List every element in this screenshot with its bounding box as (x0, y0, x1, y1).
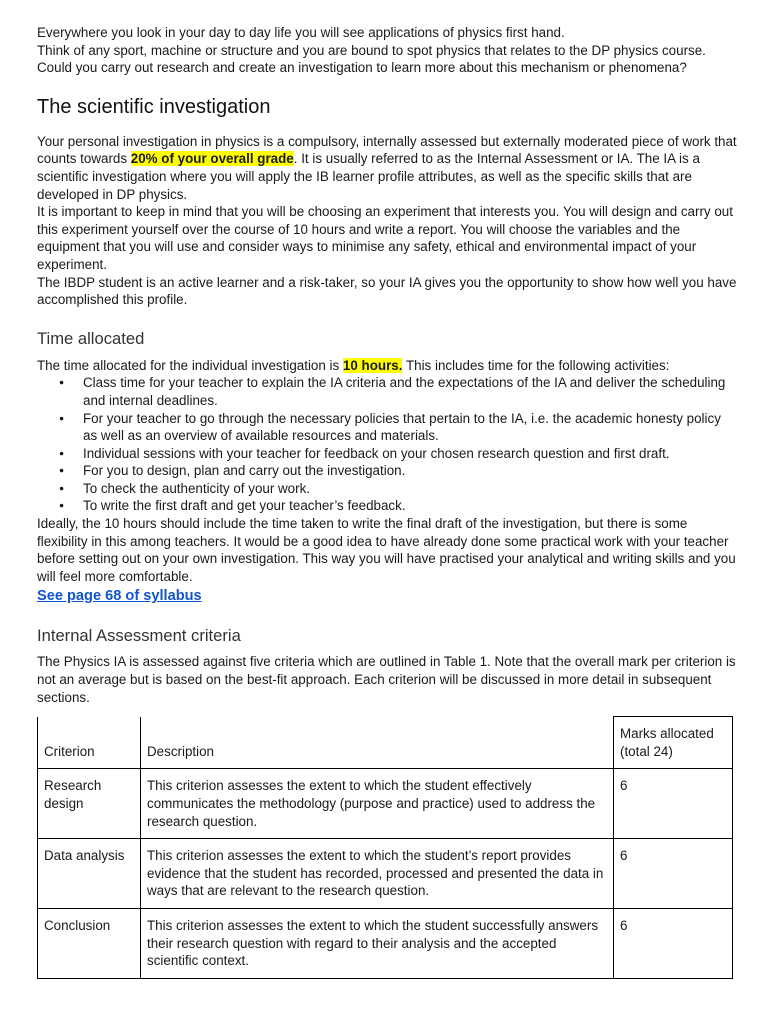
marks-cell: 6 (614, 839, 733, 909)
document-page (37, 24, 737, 979)
header-marks: Marks allocated (total 24) (614, 717, 733, 769)
heading-time-allocated: Time allocated (37, 328, 145, 348)
scientific-p1-text-b: . It is usually referred to as the Internal Assessment or IA. The IA is a scientific investigation where you will apply the IB learner profile attributes, as well as the specific skills that are developed in DP physics. (37, 151, 700, 202)
intro-line-1: Everywhere you look in your day to day life you will see applications of physics first hand. (37, 25, 565, 40)
marks-cell: 6 (614, 908, 733, 978)
scientific-p1-text-a: Your personal investigation in physics is a compulsory, internally assessed but externally moderated piece of work that counts towards (37, 133, 737, 167)
time-outro: Ideally, the 10 hours should include the time taken to write the final draft of the investigation, but there is some flexibility in this among teachers. It would be a good idea to have already done some practical work with your teacher before setting out on your own investigation. This way you will have practised your analytical and writing skills and you will feel more comfortable. (37, 516, 736, 584)
marks-cell: 6 (614, 769, 733, 839)
syllabus-link[interactable]: See page 68 of syllabus (37, 588, 202, 605)
time-intro-text-b: This includes time for the following activities: (402, 357, 670, 373)
table-row (38, 769, 733, 839)
list-item: ● To write the first draft and get your teacher’s feedback. (83, 497, 737, 515)
criteria-table (37, 716, 733, 979)
list-item: ● To check the authenticity of your work. (83, 480, 737, 498)
description-cell: This criterion assesses the extent to which the student successfully answers their research question with regard to their analysis and the accepted scientific context. (141, 908, 614, 978)
table-row (38, 839, 733, 909)
criterion-cell: Data analysis (38, 839, 141, 909)
scientific-paragraph-1 (37, 133, 737, 203)
table-header-row (38, 717, 733, 769)
intro-line-2: Think of any sport, machine or structure and you are bound to spot physics that relates to the DP physics course. Could you carry out research and create an investigation to learn more about this mechanism or phenomena? (37, 42, 706, 76)
heading-ia-criteria: Internal Assessment criteria (37, 626, 241, 646)
time-intro-text-a: The time allocated for the individual investigation is (37, 357, 343, 373)
header-criterion: Criterion (38, 717, 141, 769)
grade-highlight: 20% of your overall grade (130, 151, 294, 167)
list-item: ● Class time for your teacher to explain the IA criteria and the expectations of the IA and deliver the scheduling and internal deadlines. (83, 374, 737, 409)
list-item: ● For you to design, plan and carry out the investigation. (83, 462, 737, 480)
criterion-cell: Research design (38, 769, 141, 839)
heading-scientific-investigation: The scientific investigation (37, 95, 271, 118)
hours-highlight: 10 hours. (342, 357, 403, 373)
table-row (38, 908, 733, 978)
scientific-paragraph-3: The IBDP student is an active learner and a risk-taker, so your IA gives you the opportunity to show how well you have accomplished this profile. (37, 274, 737, 308)
criteria-intro: The Physics IA is assessed against five criteria which are outlined in Table 1. Note that the overall mark per criterion is not an average but is based on the best-fit approach. Each criterion will be discussed in more detail in subsequent sections. (37, 654, 736, 705)
list-item: ● For your teacher to go through the necessary policies that pertain to the IA, i.e. the academic honesty policy as well as an overview of available resources and materials. (83, 410, 737, 445)
time-intro (37, 357, 737, 375)
description-cell: This criterion assesses the extent to which the student effectively communicates the methodology (purpose and practice) used to address the research question. (141, 769, 614, 839)
criterion-cell: Conclusion (38, 908, 141, 978)
description-cell: This criterion assesses the extent to which the student’s report provides evidence that the student has recorded, processed and presented the data in ways that are relevant to the research question. (141, 839, 614, 909)
list-item: ● Individual sessions with your teacher for feedback on your chosen research question and first draft. (83, 445, 737, 463)
scientific-paragraph-2: It is important to keep in mind that you will be choosing an experiment that interests you. You will design and carry out this experiment yourself over the course of 10 hours and write a report. You will choose the variables and the equipment that you will use and consider ways to minimise any safety, ethical and environmental impact of your experiment. (37, 204, 733, 272)
activities-list (37, 374, 737, 515)
header-description: Description (141, 717, 614, 769)
